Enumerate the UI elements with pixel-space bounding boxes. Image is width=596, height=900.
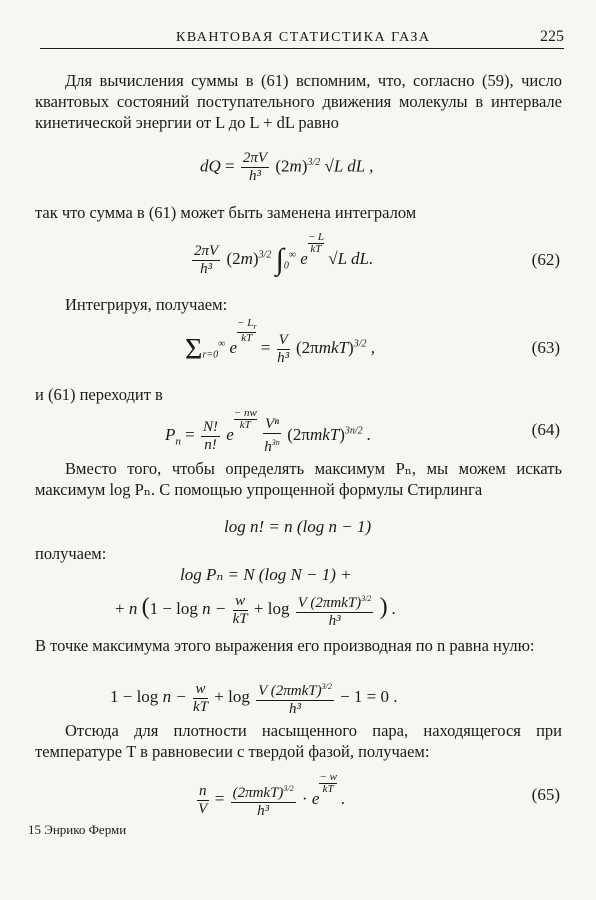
paragraph-6: получаем:	[35, 544, 107, 563]
paragraph-4: и (61) переходит в	[35, 385, 163, 404]
equation-stirling: log n! = n (log n − 1)	[224, 517, 372, 536]
equation-number-62: (62)	[531, 250, 560, 269]
paragraph-8: Отсюда для плотности насыщенного пара, находящегося при температуре T в равновесии с твердой фазой, получаем:	[35, 721, 562, 761]
running-title: КВАНТОВАЯ СТАТИСТИКА ГАЗА	[176, 30, 431, 45]
equation-63: $\Sigma_{r=0}^\infty$ e $\frac{- L_r}{kT}$ = $\frac{V}{\text{h³}}$ $(2\pi mkT)^{3/2}$ ,	[185, 317, 375, 366]
equation-65: $\frac{n}{V}$ = $\frac{(2\pi mkT)^{3/2}}{\text{h³}}$ · e $\frac{- w}{kT}$ .	[198, 771, 346, 820]
equation-number-64: (64)	[531, 420, 560, 439]
equation-logp-line2: + n (1 − log n − $\frac{w}{kT}$ + log $\frac{V (2\pi mkT)^{3/2}}{\text{h³}}$ ) .	[115, 590, 396, 630]
page-number: 225	[540, 28, 564, 45]
equation-64: $P_n$ = $\frac{N!}{n!}$ e $\frac{- nw}{kT}$ $\frac{\text{Vⁿ}}{h^{3n}}$ $(2\pi mkT)^{3n/2}$ .	[165, 407, 372, 456]
paragraph-7: В точке максимума этого выражения его производная по n равна нулю:	[35, 636, 535, 655]
paragraph-2: так что сумма в (61) может быть заменена интегралом	[35, 203, 417, 222]
equation-number-65: (65)	[531, 785, 560, 804]
equation-dq: dQ = $\frac{2\pi V}{\text{h³}}$ $(2m)^{3/2}$ √L dL ,	[200, 150, 374, 184]
running-header	[40, 28, 564, 49]
equation-logp-line1: log Pₙ = N (log N − 1) +	[180, 565, 352, 584]
equation-number-63: (63)	[531, 338, 560, 357]
equation-62: $\frac{2\pi V}{\text{h³}}$ $(2m)^{3/2}$ $\int_0^\infty$ e $\frac{- L}{kT}$ √L dL.	[194, 231, 374, 277]
paragraph-3: Интегрируя, получаем:	[65, 295, 228, 314]
paragraph-5: Вместо того, чтобы определять максимум Pₙ, мы можем искать максимум log Pₙ. С помощью упрощенной формулы Стирлинга	[35, 459, 562, 499]
equation-derivative: 1 − log n − $\frac{w}{kT}$ + log $\frac{V (2\pi mkT)^{3/2}}{\text{h³}}$ − 1 = 0 .	[110, 678, 398, 718]
footer-signature: 15 Энрико Ферми	[28, 822, 127, 837]
paragraph-1: Для вычисления суммы в (61) вспомним, что, согласно (59), число квантовых состояний поступательного движения молекулы в интервале кинетической энергии от L до L + dL равно	[35, 71, 562, 132]
